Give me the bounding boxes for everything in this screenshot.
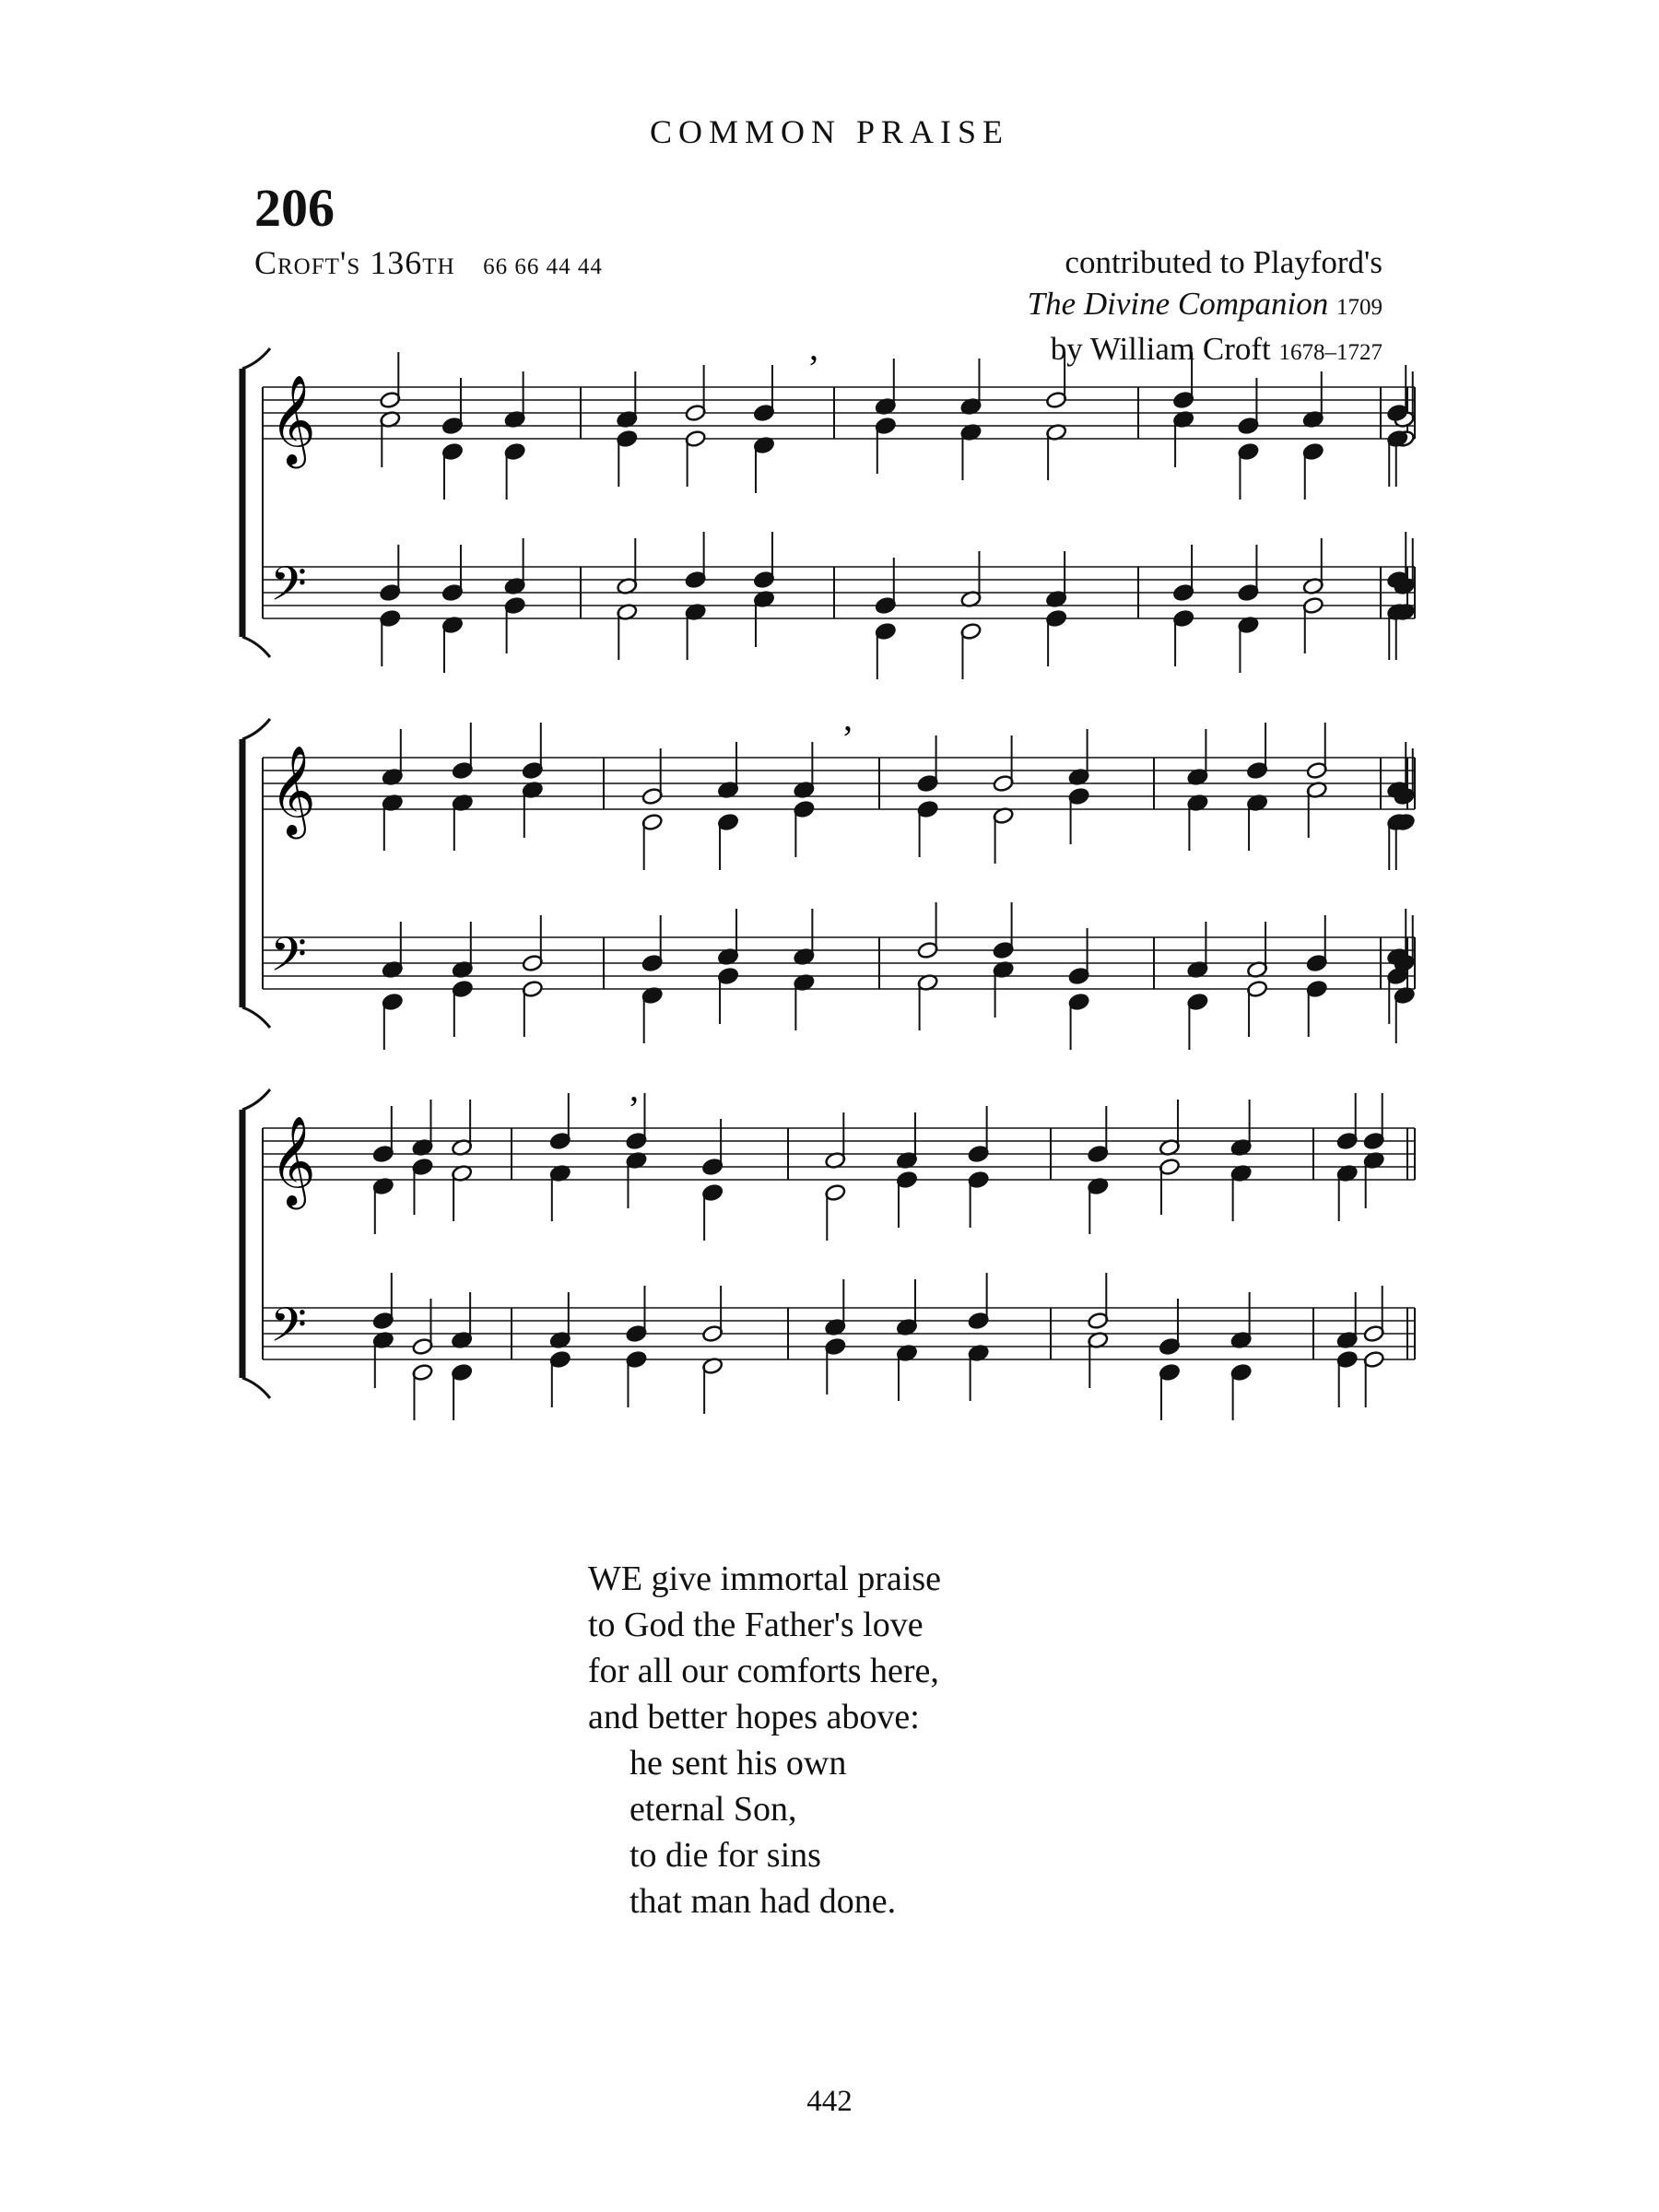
verse-line: and better hopes above: bbox=[588, 1698, 920, 1736]
composer-name: by William Croft bbox=[1050, 331, 1271, 367]
verse-line: to God the Father's love bbox=[588, 1606, 924, 1644]
verse-line: WE give immortal praise bbox=[588, 1559, 942, 1598]
verse-line: that man had done. bbox=[629, 1882, 897, 1921]
verse-line: he sent his own bbox=[629, 1744, 847, 1783]
music-system bbox=[242, 1067, 1415, 1420]
bracket-bottom bbox=[242, 1378, 270, 1398]
bracket-bottom bbox=[242, 637, 270, 657]
verse-1 bbox=[588, 1556, 941, 1924]
breath-mark: , bbox=[629, 1067, 639, 1109]
treble-clef-icon: 𝄞 bbox=[270, 1115, 316, 1206]
breath-mark: , bbox=[843, 697, 853, 738]
bass-clef-icon: 𝄢 bbox=[270, 556, 307, 623]
meter: 66 66 44 44 bbox=[483, 254, 603, 279]
music-system bbox=[242, 697, 1416, 1050]
source-book-title: The Divine Companion bbox=[1027, 286, 1329, 322]
treble-clef-icon: 𝄞 bbox=[270, 374, 316, 465]
bracket-bottom bbox=[242, 1007, 270, 1028]
treble-clef-icon: 𝄞 bbox=[270, 745, 316, 835]
verse-line: for all our comforts here, bbox=[588, 1652, 939, 1690]
attribution-text: contributed to Playford's bbox=[1065, 244, 1382, 280]
bracket-top bbox=[242, 348, 270, 369]
source-year: 1709 bbox=[1336, 295, 1382, 320]
music-system bbox=[242, 326, 1416, 679]
hymn-number: 206 bbox=[254, 178, 335, 238]
verse-line: eternal Son, bbox=[629, 1790, 797, 1829]
page-number: 442 bbox=[806, 2085, 853, 2118]
running-head: COMMON PRAISE bbox=[649, 113, 1010, 150]
composer-dates: 1678–1727 bbox=[1278, 340, 1382, 365]
tune-name: Croft's 136th bbox=[254, 244, 455, 281]
verse-line: to die for sins bbox=[629, 1836, 821, 1875]
bass-clef-icon: 𝄢 bbox=[270, 926, 307, 994]
breath-mark: , bbox=[809, 326, 818, 368]
bracket-top bbox=[242, 719, 270, 739]
bass-clef-icon: 𝄢 bbox=[270, 1297, 307, 1364]
bracket-top bbox=[242, 1089, 270, 1110]
